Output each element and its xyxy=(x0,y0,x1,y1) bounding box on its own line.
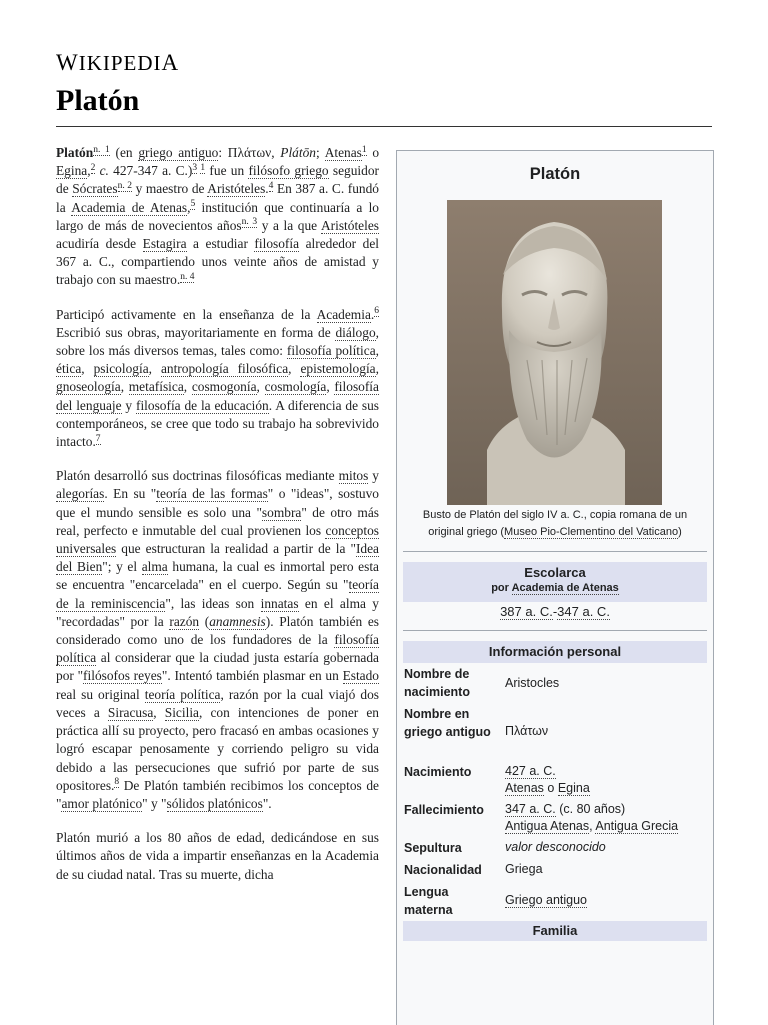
link-sombra[interactable]: sombra xyxy=(261,504,302,520)
section-escolarca: Escolarca por Academia de Atenas xyxy=(403,562,707,602)
paragraph-1: Platón$^{n. 1}$ (en griego antiguo: Πλάτων, Plátōn; Atenas$^1$ o Egina,$^2$ c. 427-347 a. C.)$^{3 1}$ fue un filósofo griego seguidor de Sócrates$^{n. 2}$ y maestro de Aristóteles.$^4$ En 387 a. C. fundó la Academia de Atenas,$^5$ institución que continuaría a lo largo de más de novecientos años$^{n. 3}$ y a la que Aristóteles acudiría desde Estagira a estudiar filosofía alrededor del 367 a. C., compartiendo unos veinte años de amistad y trabajo con su maestro.$^{n. 4}$ xyxy=(56,144,380,288)
section-familia: Familia xyxy=(403,921,707,941)
link-cosmologia[interactable]: cosmología xyxy=(264,379,327,395)
link-socrates[interactable]: Sócrates xyxy=(72,181,118,197)
link-museo-pio-clementino[interactable]: Museo Pio-Clementino del Vaticano xyxy=(504,526,679,538)
link-conceptos-universales[interactable]: conceptos universales xyxy=(56,522,379,557)
link-egina[interactable]: Egina xyxy=(56,163,88,179)
ref[interactable]: 6 xyxy=(374,306,379,317)
link-dialogo[interactable]: diálogo xyxy=(335,324,376,340)
link-teoria-formas[interactable]: teoría de las formas xyxy=(156,486,268,502)
link-filosofos-reyes[interactable]: filósofos reyes xyxy=(83,668,162,684)
escolarca-dates: 387 a. C.-347 a. C. xyxy=(500,604,610,619)
link-filosofia-politica[interactable]: filosofía política xyxy=(286,343,376,359)
link-aristoteles[interactable]: Aristóteles xyxy=(320,217,379,233)
ref[interactable]: 2 xyxy=(90,162,96,173)
article-body xyxy=(56,144,379,900)
link-teoria-politica[interactable]: teoría política xyxy=(144,686,221,702)
infobox: Platón Busto de Platón del siglo IV a. C., copia romana de un original griego (Museo Pio-Clementino del Vaticano) Escolarca por Academia de Atenas 387 a. C.-347 a. C. Información personal Nombre de nacimiento Aristocles Nombre en griego antiguo Πλάτων Nacimiento 427 a. C. Atenas o Egina Fallecimiento 347 a. C. (c. 80 años) Antigua Atenas, Antigua Grecia Sepultura valor desconocido Nacionalidad Griega Lengua materna Griego antiguo Familia xyxy=(396,150,714,1025)
link-filosofia-educacion[interactable]: filosofía de la educación xyxy=(135,397,269,413)
paragraph-3: Platón desarrolló sus doctrinas filosóficas mediante mitos y alegorías. En su "teoría de las formas" o "ideas", sostuvo que el mundo sensible es solo una "sombra" de otro más real, perfecto e inmutable del cual provienen los conceptos universales que estructuran la realidad a partir de la "Idea del Bien"; y el alma humana, la cual es inmortal pero esta se encuentra "encarcelada" en el cuerpo. Según su "teoría de la reminiscencia", las ideas son innatas en el alma y "recordadas" por la razón (anamnesis). Platón también es considerado como uno de los fundadores de la filosofía política al considerar que la ciudad justa estaría gobernada por "filósofos reyes". Intentó también plasmar en un Estado real su original teoría política, razón por la cual viajó dos veces a Siracusa, Sicilia, con intenciones de poner en práctica allí su proyecto, pero fracasó en ambas ocasiones y logró escapar penosamente y corriendo peligro su vida debido a las persecuciones que sufrió por parte de sus opositores.$^8$ De Platón también recibimos los conceptos de "amor platónico" y "sólidos platónicos". xyxy=(56,468,380,811)
link-academia-atenas[interactable]: Academia de Atenas xyxy=(71,199,188,215)
ref[interactable]: 8 xyxy=(114,777,120,788)
ref[interactable]: 4 xyxy=(268,180,274,191)
infobox-divider xyxy=(403,630,707,631)
link-filosofia-lenguaje[interactable]: filosofía del lenguaje xyxy=(56,379,379,413)
link-alegorias[interactable]: alegorías xyxy=(56,486,105,502)
link-idea-bien[interactable]: Idea del Bien xyxy=(56,541,379,575)
link-griego-antiguo[interactable]: griego antiguo xyxy=(138,145,219,160)
link-sicilia[interactable]: Sicilia xyxy=(164,704,199,720)
link-academia-atenas[interactable]: Academia de Atenas xyxy=(511,582,619,594)
link-atenas[interactable]: Atenas xyxy=(324,145,362,160)
section-informacion-personal: Información personal xyxy=(403,641,707,663)
link-innatas[interactable]: innatas xyxy=(260,595,299,611)
link-cosmogonia[interactable]: cosmogonía xyxy=(191,379,257,395)
link-reminiscencia[interactable]: teoría de la reminiscencia xyxy=(56,577,379,611)
link-estagira[interactable]: Estagira xyxy=(142,236,187,252)
paragraph-4: Platón murió a los 80 años de edad, dedicándose en sus últimos años de vida a impartir enseñanzas en la Academia de su ciudad natal. Tras su muerte, dicha xyxy=(56,830,379,882)
link-mitos[interactable]: mitos xyxy=(338,468,369,484)
link-estado[interactable]: Estado xyxy=(342,668,380,684)
infobox-divider xyxy=(403,551,707,552)
ref[interactable]: 1 xyxy=(361,144,367,155)
link-alma[interactable]: alma xyxy=(141,559,168,575)
ref[interactable]: 7 xyxy=(95,433,101,444)
link-aristoteles[interactable]: Aristóteles xyxy=(207,181,266,197)
link-razon[interactable]: razón xyxy=(169,613,200,629)
link-epistemologia[interactable]: epistemología xyxy=(300,361,376,377)
link-antropologia[interactable]: antropología filosófica xyxy=(160,361,289,377)
link-etica[interactable]: ética xyxy=(56,361,82,377)
image-caption: Busto de Platón del siglo IV a. C., copia romana de un original griego (Museo Pio-Clementino del Vaticano) xyxy=(422,509,688,538)
link-gnoseologia[interactable]: gnoseología xyxy=(56,379,121,395)
link-filosofia[interactable]: filosofía xyxy=(254,236,300,252)
note-ref[interactable]: n. 2 xyxy=(117,180,133,191)
link-filosofo-griego[interactable]: filósofo griego xyxy=(248,163,329,179)
ref[interactable]: 3 1 xyxy=(192,162,206,173)
plato-bust-image[interactable] xyxy=(447,200,662,505)
link-anamnesis[interactable]: anamnesis xyxy=(209,613,266,629)
link-filosofia-politica[interactable]: filosofía política xyxy=(56,632,379,666)
link-metafisica[interactable]: metafísica xyxy=(128,379,184,395)
wikipedia-logo[interactable]: WIKIPEDIA xyxy=(56,50,180,75)
infobox-title: Platón xyxy=(529,165,581,183)
page-title: Platón xyxy=(56,84,140,117)
link-academia[interactable]: Academia xyxy=(316,306,371,322)
link-siracusa[interactable]: Siracusa xyxy=(107,704,154,720)
note-ref[interactable]: n. 4 xyxy=(180,271,195,282)
link-amor-platonico[interactable]: amor platónico xyxy=(61,795,143,811)
link-psicologia[interactable]: psicología xyxy=(93,361,149,377)
note-ref[interactable]: n. 1 xyxy=(93,144,110,155)
ref[interactable]: 5 xyxy=(190,199,196,210)
title-divider xyxy=(56,126,712,127)
note-ref[interactable]: n. 3 xyxy=(241,217,258,228)
link-solidos-platonicos[interactable]: sólidos platónicos xyxy=(166,795,263,811)
paragraph-2: Participó activamente en la enseñanza de la Academia.$^6$ Escribió sus obras, mayoritariamente en forma de diálogo, sobre los más diversos temas, tales como: filosofía política, ética, psicología, antropología filosófica, epistemología, gnoseología, metafísica, cosmogonía, cosmología, filosofía del lenguaje y filosofía de la educación. A diferencia de sus contemporáneos, se cree que todo su trabajo ha sobrevivido intacto.$^7$ xyxy=(56,306,379,450)
